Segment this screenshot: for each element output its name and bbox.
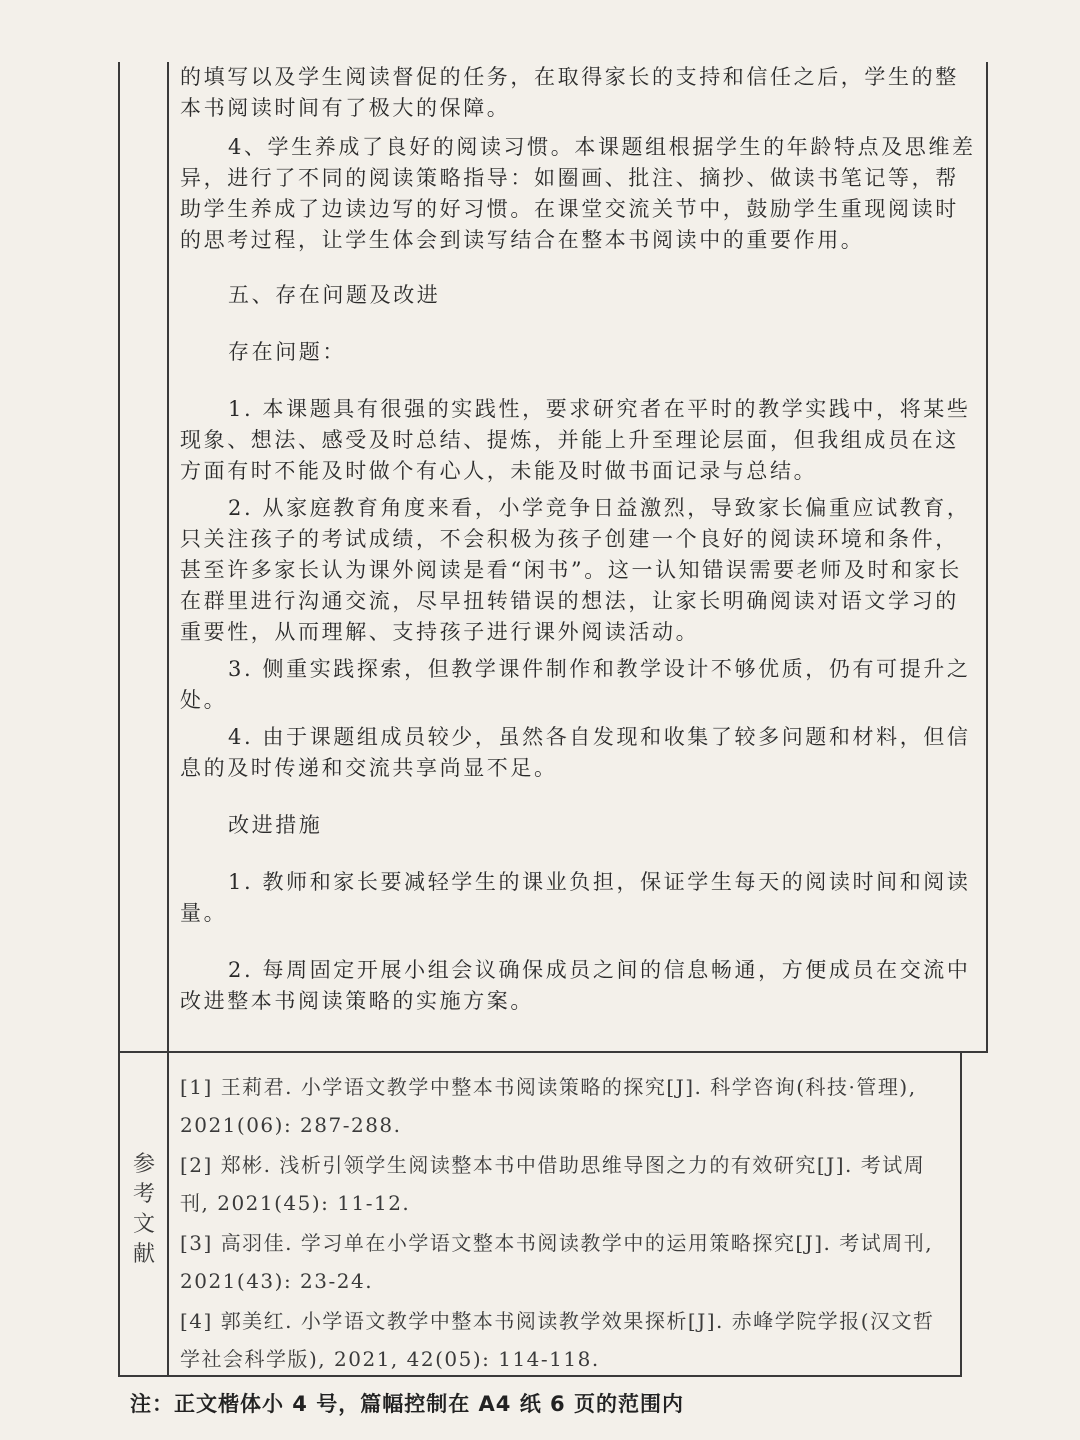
- measure-item: 1. 教师和家长要减轻学生的课业负担，保证学生每天的阅读时间和阅读量。: [180, 870, 971, 925]
- problem-item: 2. 从家庭教育角度来看，小学竞争日益激烈，导致家长偏重应试教育，只关注孩子的考试成绩，不会积极为孩子创建一个良好的阅读环境和条件，甚至许多家长认为课外阅读是看“闲书”。这一认知错误需要老师及时和家长在群里进行沟通交流，尽早扭转错误的想法，让家长明确阅读对语文学习的重要性，从而理解、支持孩子进行课外阅读活动。: [180, 496, 971, 644]
- table-row-divider: [118, 1051, 988, 1053]
- references-label-char: 考: [132, 1182, 155, 1207]
- references-label-char: 文: [132, 1212, 155, 1237]
- table-border-right-upper: [986, 62, 988, 1052]
- measures-title: 改进措施: [228, 813, 323, 837]
- reference-item: [2] 郑彬. 浅析引领学生阅读整本书中借助思维导图之力的有效研究[J]. 考试周刊, 2021(45): 11-12.: [180, 1153, 926, 1215]
- references-label-char: 参: [132, 1152, 155, 1177]
- problem-item: 4. 由于课题组成员较少，虽然各自发现和收集了较多问题和材料，但信息的及时传递和交流共享尚显不足。: [180, 725, 971, 780]
- reference-item: [3] 高羽佳. 学习单在小学语文整本书阅读教学中的运用策略探究[J]. 考试周刊, 2021(43): 23-24.: [180, 1231, 934, 1293]
- footer-note: 注：正文楷体小 4 号，篇幅控制在 A4 纸 6 页的范围内: [130, 1392, 684, 1416]
- section-5-title: 五、存在问题及改进: [228, 283, 441, 307]
- reference-item: [4] 郭美红. 小学语文教学中整本书阅读教学效果探析[J]. 赤峰学院学报(汉文哲学社会科学版), 2021, 42(05): 114-118.: [180, 1309, 935, 1371]
- references-list: [180, 1068, 946, 1380]
- problem-item: 3. 侧重实践探索，但教学课件制作和教学设计不够优质，仍有可提升之处。: [180, 657, 971, 712]
- problems-title: 存在问题：: [228, 340, 346, 364]
- table-column-divider: [167, 62, 169, 1376]
- paragraph-intro: 的填写以及学生阅读督促的任务，在取得家长的支持和信任之后，学生的整本书阅读时间有了极大的保障。: [180, 65, 959, 120]
- reference-item: [1] 王莉君. 小学语文教学中整本书阅读策略的探究[J]. 科学咨询(科技·管理), 2021(06): 287-288.: [180, 1075, 917, 1137]
- measure-item: 2. 每周固定开展小组会议确保成员之间的信息畅通，方便成员在交流中改进整本书阅读策略的实施方案。: [180, 958, 971, 1013]
- paragraph-4: 4、学生养成了良好的阅读习惯。本课题组根据学生的年龄特点及思维差异，进行了不同的阅读策略指导：如圈画、批注、摘抄、做读书笔记等，帮助学生养成了边读边写的好习惯。在课堂交流关节中，鼓励学生重现阅读时的思考过程，让学生体会到读写结合在整本书阅读中的重要作用。: [180, 135, 976, 252]
- table-border-left-lower: [118, 1052, 120, 1376]
- body-text-cell: [180, 62, 976, 1017]
- problem-item: 1. 本课题具有很强的实践性，要求研究者在平时的教学实践中，将某些现象、想法、感受及时总结、提炼，并能上升至理论层面，但我组成员在这方面有时不能及时做个有心人，未能及时做书面记录与总结。: [180, 397, 971, 483]
- table-border-right-lower: [960, 1052, 962, 1376]
- references-label-char: 献: [132, 1242, 155, 1267]
- table-border-left-upper: [118, 62, 120, 1052]
- references-label: [122, 1150, 166, 1270]
